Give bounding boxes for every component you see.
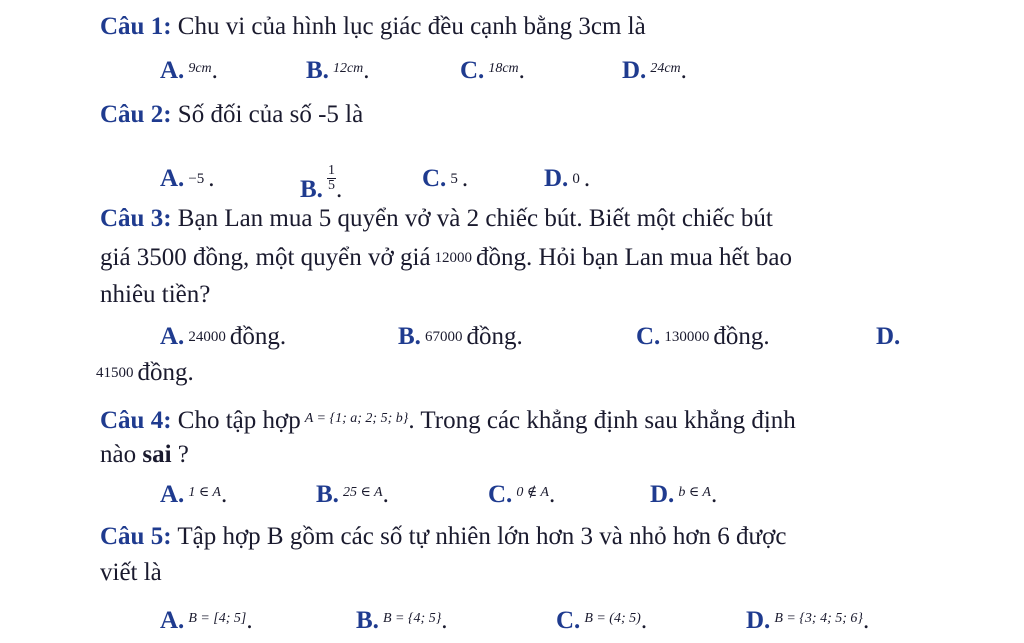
q5-option-b[interactable]: B. $^{B = \{4; 5\}}$. (356, 607, 448, 634)
q2-option-b[interactable]: B. $\frac{1}{5}$ . (300, 163, 343, 203)
question-label: Câu 4: (100, 407, 172, 434)
question-text: Cho tập hợp (171, 407, 301, 434)
question-label: Câu 2: (100, 101, 172, 128)
set-expression: A = {1; a; 2; 5; b} (304, 411, 409, 426)
question-label: Câu 1: (100, 13, 172, 40)
q1-option-b[interactable]: B. $^{12cm}$. (306, 57, 370, 84)
q1-option-c[interactable]: C. $^{18cm}$. (460, 57, 525, 84)
q5-option-d[interactable]: D. $^{B = \{3; 4; 5; 6\}}$. (746, 607, 870, 634)
q5-option-c[interactable]: C. $^{B = (4; 5)}$. (556, 607, 648, 634)
q3-option-a[interactable]: A. 24000 đồng. (160, 323, 287, 350)
q3-option-d-letter[interactable]: D. (876, 323, 901, 350)
q2-option-c[interactable]: C. 5 . (422, 165, 469, 192)
question-text: Tập hợp B gồm các số tự nhiên lớn hơn 3 và nhỏ hơn 6 được (171, 523, 787, 550)
q1-option-d[interactable]: D. $^{24cm}$. (622, 57, 687, 84)
q3-option-b[interactable]: B. 67000 đồng. (398, 323, 523, 350)
question-4-line-2: nào sai ? (100, 441, 189, 468)
question-2 (100, 100, 363, 130)
question-label: Câu 5: (100, 523, 172, 550)
q4-option-b[interactable]: B. $^{25 \in A}$. (316, 481, 389, 508)
q4-option-c[interactable]: C. $^{0 \notin A}$. (488, 481, 556, 508)
q1-option-a[interactable]: A. $^{9cm}$. (160, 57, 218, 84)
q3-option-c[interactable]: C. 130000 đồng. (636, 323, 770, 350)
question-1 (100, 12, 646, 42)
question-3 (100, 204, 773, 234)
question-text: Số đối của số -5 là (171, 101, 364, 128)
question-5 (100, 522, 786, 552)
question-label: Câu 3: (100, 205, 172, 232)
q2-option-a[interactable]: A. −5 . (160, 165, 215, 192)
question-5-line-2: viết là (100, 559, 162, 586)
fraction: $\frac{1}{5}$ (327, 163, 335, 193)
question-3-line-3: nhiêu tiền? (100, 281, 211, 308)
q2-option-d[interactable]: D. 0 . (544, 165, 591, 192)
q3-option-d-value[interactable]: 41500 đồng. (96, 359, 194, 386)
question-text: Chu vi của hình lục giác đều cạnh bằng 3cm là (171, 13, 646, 40)
q4-option-d[interactable]: D. $^{b \in A}$. (650, 481, 718, 508)
q4-option-a[interactable]: A. $^{1 \in A}$. (160, 481, 228, 508)
question-text: Bạn Lan mua 5 quyển vở và 2 chiếc bút. Biết một chiếc bút (171, 205, 773, 232)
question-3-line-2: giá 3500 đồng, một quyển vở giá 12000 đồng. Hỏi bạn Lan mua hết bao (100, 244, 792, 271)
question-4: Câu 4: Cho tập hợp $^{A = \{1; a; 2; 5; b\}}$. Trong các khẳng định sau khẳng định (100, 407, 796, 434)
q5-option-a[interactable]: A. $^{B = [4; 5]}$. (160, 607, 253, 634)
